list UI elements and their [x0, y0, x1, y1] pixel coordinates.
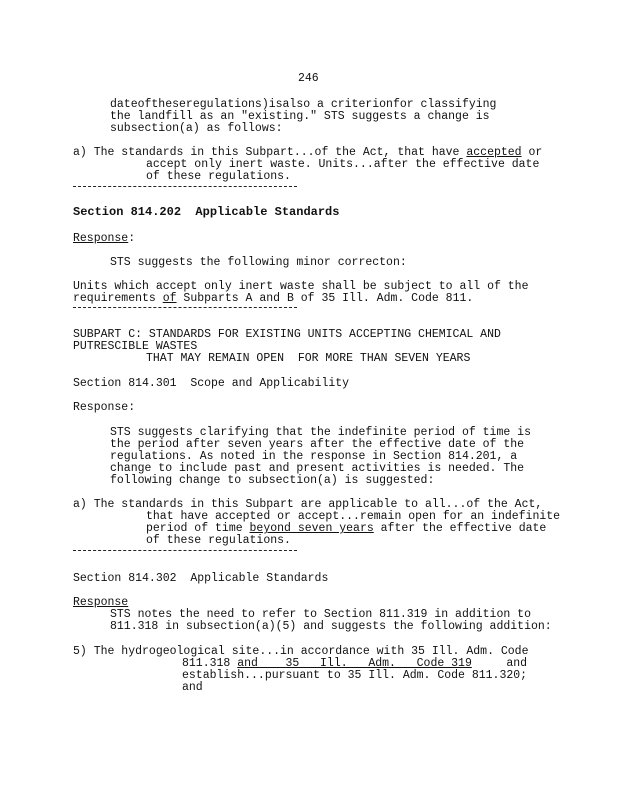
text-line: 811.318 in subsection(a)(5) and suggests the following addition: [110, 620, 552, 633]
text-line: subsection(a) as follows: [110, 122, 283, 135]
underlined-insertion: beyond seven years [249, 522, 374, 535]
text-line: STS notes the need to refer to Section 811.319 in addition to [110, 608, 531, 621]
amended-text-line: 811.318 and 35 Ill. Adm. Code 319 and [182, 657, 528, 670]
underlined-insertion: accepted [466, 146, 522, 159]
separator-rule [73, 550, 297, 551]
separator-rule [73, 186, 297, 187]
response-label: Response: [73, 401, 136, 414]
section-heading: Section 814.301 Scope and Applicability [73, 377, 350, 390]
page-number: 246 [298, 72, 319, 85]
amended-text-line: that have accepted or accept...remain open for an indefinite [146, 510, 561, 523]
text-line: regulations. As noted in the response in Section 814.201, a [110, 450, 518, 463]
amended-text-line: of these regulations. [146, 170, 291, 183]
subpart-heading: SUBPART C: STANDARDS FOR EXISTING UNITS ACCEPTING CHEMICAL AND [73, 328, 501, 341]
separator-rule [73, 307, 297, 308]
text-line: dateoftheseregulations)isalso a criterionfor classifying [110, 98, 497, 111]
amended-text-line: a) The standards in this Subpart are applicable to all...of the Act, [73, 498, 543, 511]
response-label: Response: [73, 232, 136, 245]
underlined-insertion: of [162, 292, 177, 305]
amended-text-line: accept only inert waste. Units...after the effective date [146, 158, 540, 171]
text-line: following change to subsection(a) is suggested: [110, 474, 435, 487]
text-line: the landfill as an "existing." STS suggests a change is [110, 110, 490, 123]
text-line: STS suggests the following minor correcton: [110, 256, 407, 269]
amended-text-line: and [182, 681, 203, 694]
text-line: change to include past and present activities is needed. The [110, 462, 525, 475]
text-line: STS suggests clarifying that the indefinite period of time is [110, 426, 531, 439]
text-line: the period after seven years after the effective date of the [110, 438, 525, 451]
amended-text-line: requirements of Subparts A and B of 35 Ill. Adm. Code 811. [73, 292, 474, 305]
subpart-heading: THAT MAY REMAIN OPEN FOR MORE THAN SEVEN YEARS [146, 352, 471, 365]
section-heading: Section 814.202 Applicable Standards [73, 205, 340, 219]
underlined-insertion: and 35 Ill. Adm. Code 319 [237, 657, 472, 670]
amended-text-line: a) The standards in this Subpart...of the Act, that have accepted or [73, 146, 543, 159]
subpart-heading: PUTRESCIBLE WASTES [73, 340, 198, 353]
response-label: Response [73, 596, 129, 609]
section-heading: Section 814.302 Applicable Standards [73, 572, 329, 585]
amended-text-line: 5) The hydrogeological site...in accordance with 35 Ill. Adm. Code [73, 645, 529, 658]
amended-text-line: period of time beyond seven years after the effective date [146, 522, 547, 535]
amended-text-line: establish...pursuant to 35 Ill. Adm. Code 811.320; [182, 669, 528, 682]
amended-text-line: Units which accept only inert waste shall be subject to all of the [73, 280, 529, 293]
amended-text-line: of these regulations. [146, 534, 291, 547]
